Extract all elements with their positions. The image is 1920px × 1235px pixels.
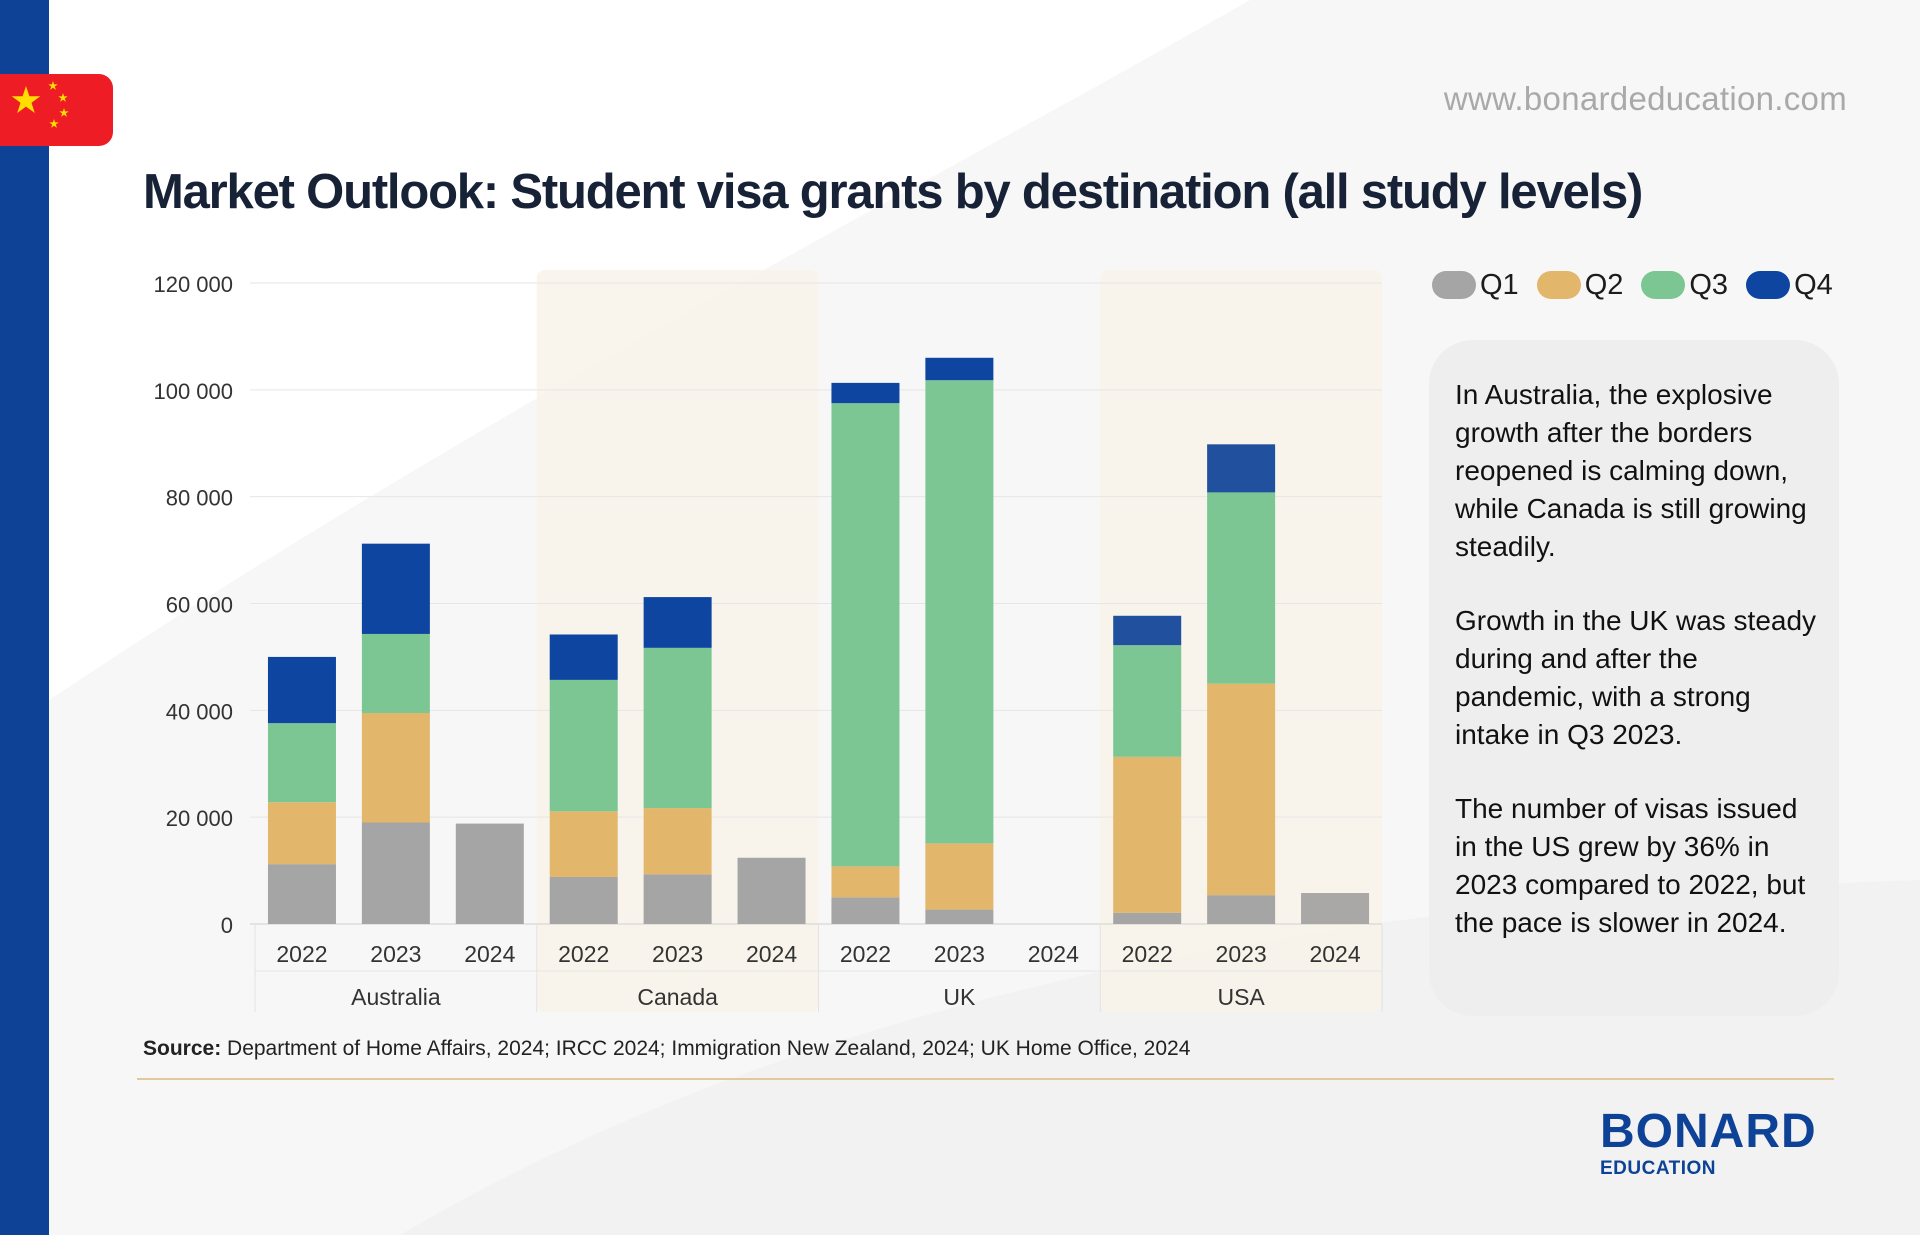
bar-canada-2023-q2 bbox=[644, 808, 712, 874]
bar-uk-2022-q4 bbox=[831, 383, 899, 403]
bar-australia-2022-q2 bbox=[268, 802, 336, 864]
legend-item-q2 bbox=[1537, 265, 1624, 305]
bar-canada-2024-q1 bbox=[738, 858, 806, 924]
legend-swatch-q2 bbox=[1537, 271, 1581, 299]
logo-wordmark: BONARD bbox=[1600, 1105, 1817, 1158]
x-tick-label: 2022 bbox=[1121, 941, 1173, 967]
bar-usa-2023-q3 bbox=[1207, 492, 1275, 683]
x-tick-label: 2022 bbox=[276, 941, 328, 967]
bar-australia-2023-q3 bbox=[362, 634, 430, 713]
group-label: USA bbox=[1217, 984, 1265, 1010]
bar-usa-2024-q1 bbox=[1301, 893, 1369, 924]
x-tick-label: 2023 bbox=[1215, 941, 1267, 967]
source-label: Source: bbox=[143, 1037, 222, 1060]
x-tick-label: 2023 bbox=[652, 941, 704, 967]
legend-item-q1 bbox=[1432, 265, 1519, 305]
y-tick-label: 100 000 bbox=[153, 378, 233, 404]
legend-swatch-q1 bbox=[1432, 271, 1476, 299]
bar-australia-2023-q2 bbox=[362, 713, 430, 823]
legend-label-q2: Q2 bbox=[1584, 268, 1624, 301]
bar-uk-2023-q1 bbox=[925, 910, 993, 924]
footer-divider bbox=[137, 1078, 1834, 1080]
bar-uk-2023-q3 bbox=[925, 380, 993, 843]
bonard-logo[interactable] bbox=[1600, 1105, 1817, 1180]
group-label: Australia bbox=[351, 984, 441, 1010]
x-tick-label: 2022 bbox=[839, 941, 892, 967]
group-label: Canada bbox=[637, 984, 718, 1010]
x-tick-label: 2024 bbox=[745, 941, 798, 967]
legend-label-q4: Q4 bbox=[1794, 268, 1833, 301]
website-url[interactable]: www.bonardeducation.com bbox=[1443, 80, 1847, 117]
bar-canada-2022-q4 bbox=[550, 634, 618, 679]
bar-australia-2024-q1 bbox=[456, 824, 524, 924]
y-tick-label: 20 000 bbox=[165, 806, 233, 832]
bar-uk-2023-q2 bbox=[925, 843, 993, 909]
y-tick-label: 40 000 bbox=[165, 699, 233, 725]
insight-panel bbox=[1429, 340, 1839, 1016]
bar-canada-2022-q3 bbox=[550, 680, 618, 811]
legend-label-q3: Q3 bbox=[1689, 268, 1729, 301]
x-tick-label: 2022 bbox=[558, 941, 610, 967]
legend-swatch-q3 bbox=[1641, 271, 1685, 299]
logo-subtitle: EDUCATION bbox=[1600, 1158, 1717, 1179]
bar-uk-2022-q1 bbox=[831, 897, 899, 924]
insight-uk: Growth in the UK was steady during and after the pandemic, with a strong intake in Q3 2023. bbox=[1455, 605, 1817, 750]
legend-label-q1: Q1 bbox=[1480, 268, 1519, 301]
bar-usa-2022-q1 bbox=[1113, 913, 1181, 924]
bar-australia-2022-q4 bbox=[268, 657, 336, 723]
bar-australia-2022-q3 bbox=[268, 723, 336, 802]
bar-usa-2022-q4 bbox=[1113, 616, 1181, 645]
group-label: UK bbox=[943, 984, 976, 1010]
y-tick-label: 0 bbox=[220, 913, 233, 938]
bar-uk-2022-q3 bbox=[831, 403, 899, 866]
bar-canada-2023-q4 bbox=[644, 597, 712, 648]
bar-canada-2022-q1 bbox=[550, 877, 618, 924]
source-text: Department of Home Affairs, 2024; IRCC 2024; Immigration New Zealand, 2024; UK Home Office, 2024 bbox=[221, 1037, 1191, 1060]
chart-legend bbox=[1432, 265, 1852, 305]
y-tick-label: 80 000 bbox=[165, 485, 233, 511]
legend-swatch-q4 bbox=[1746, 271, 1790, 299]
x-tick-label: 2024 bbox=[464, 941, 516, 967]
legend-item-q4 bbox=[1746, 265, 1833, 305]
insight-australia-canada: In Australia, the explosive growth after the borders reopened is calming down, while Canada is still growing steadily. bbox=[1455, 379, 1807, 562]
source-note bbox=[143, 1037, 1190, 1061]
y-tick-label: 120 000 bbox=[153, 272, 233, 297]
x-tick-label: 2023 bbox=[933, 941, 985, 967]
bar-usa-2023-q1 bbox=[1207, 895, 1275, 924]
x-tick-label: 2023 bbox=[370, 941, 422, 967]
insight-usa: The number of visas issued in the US grew by 36% in 2023 compared to 2022, but the pace is slower in 2024. bbox=[1455, 793, 1806, 938]
bar-canada-2022-q2 bbox=[550, 811, 618, 877]
bar-canada-2023-q1 bbox=[644, 874, 712, 924]
bar-usa-2022-q3 bbox=[1113, 645, 1181, 757]
bar-usa-2023-q2 bbox=[1207, 684, 1275, 896]
bar-usa-2022-q2 bbox=[1113, 757, 1181, 913]
bar-australia-2023-q1 bbox=[362, 823, 430, 924]
bar-australia-2022-q1 bbox=[268, 864, 336, 924]
x-tick-label: 2024 bbox=[1027, 941, 1079, 967]
x-tick-label: 2024 bbox=[1309, 941, 1361, 967]
bar-australia-2023-q4 bbox=[362, 544, 430, 634]
bar-canada-2023-q3 bbox=[644, 648, 712, 808]
y-tick-label: 60 000 bbox=[165, 592, 233, 618]
bar-uk-2022-q2 bbox=[831, 866, 899, 897]
page-title: Market Outlook: Student visa grants by destination (all study levels) bbox=[143, 165, 1643, 219]
bar-usa-2023-q4 bbox=[1207, 444, 1275, 492]
bar-uk-2023-q4 bbox=[925, 358, 993, 380]
legend-item-q3 bbox=[1641, 265, 1728, 305]
